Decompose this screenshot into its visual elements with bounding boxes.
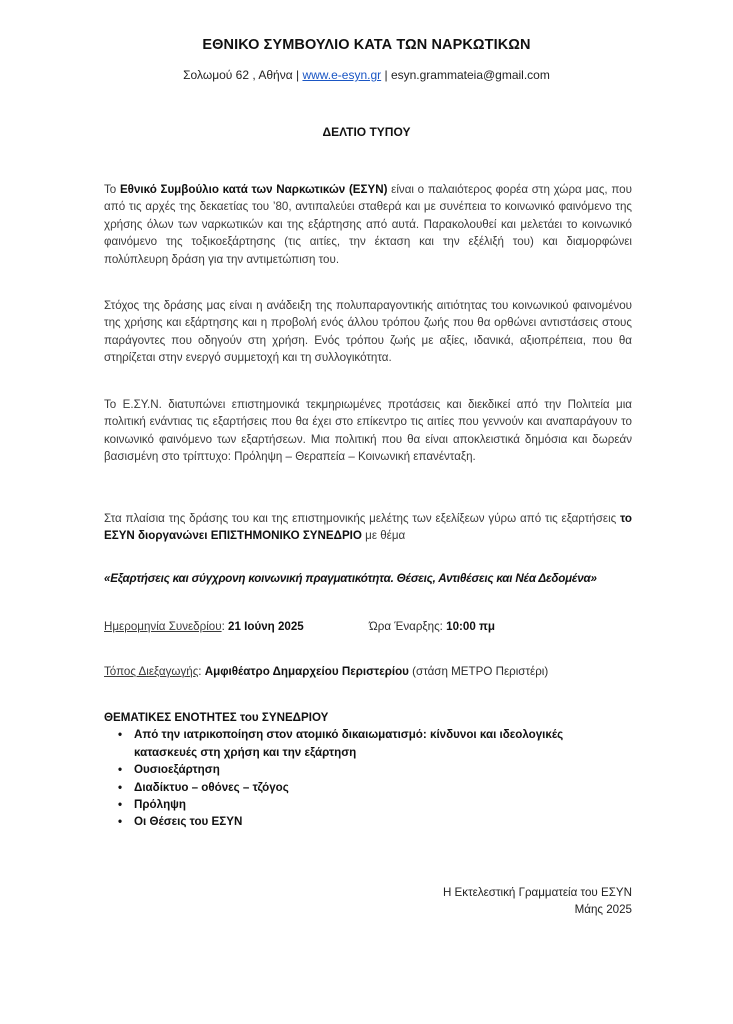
paragraph-conference-text: Στα πλαίσια της δράσης του και της επιστημονικής μελέτης των εξελίξεων γύρω από τις εξαρτήσεις: [104, 512, 621, 525]
paragraph-intro-pre: Το: [104, 183, 120, 196]
website-link[interactable]: www.e-esyn.gr: [302, 68, 382, 82]
paragraph-conference: [104, 510, 632, 545]
contact-line: [0, 67, 733, 84]
time-label: Ώρα Έναρξης:: [369, 620, 443, 633]
conference-theme: «Εξαρτήσεις και σύγχρονη κοινωνική πραγματικότητα. Θέσεις, Αντιθέσεις και Νέα Δεδομένα»: [104, 572, 597, 585]
place-value: Αμφιθέατρο Δημαρχείου Περιστερίου: [204, 665, 409, 678]
event-date-line: Ημερομηνία Συνεδρίου: 21 Ιούνη 2025 Ώρα Έναρξης: 10:00 πμ: [104, 618, 632, 635]
time-value: 10:00 πμ: [446, 620, 495, 633]
event-time: [369, 618, 495, 635]
place-label: Τόπος Διεξαγωγής: [104, 665, 199, 678]
paragraph-goal: Στόχος της δράσης μας είναι η ανάδειξη της πολυπαραγοντικής αιτιότητας του κοινωνικού φαινομένου της χρήσης και εξάρτησης και η προβολή ενός άλλου τρόπου ζωής που θα ορθώνει αντιστάσεις στους παράγοντες που οδηγούν στη χρήση. Ενός τρόπου ζωής με αξίες, ιδανικά, αξιοπρέπεια, που θα στηρίζεται στην ενεργό συμμετοχή και τη συλλογικότητα.: [104, 299, 632, 365]
address: Σολωμού 62 , Αθήνα |: [183, 68, 300, 82]
paragraph-conference-tail: με θέμα: [361, 529, 406, 543]
signature-block: [380, 884, 632, 919]
paragraph-intro: [104, 181, 632, 268]
date-label: Ημερομηνία Συνεδρίου: [104, 620, 222, 633]
signature-date: Μάης 2025: [574, 903, 632, 917]
signature-author: Η Εκτελεστική Γραμματεία του ΕΣΥΝ: [442, 886, 632, 899]
press-release-heading: ΔΕΛΤΙΟ ΤΥΠΟΥ: [322, 125, 411, 139]
paragraph-policy: Το Ε.ΣΥ.Ν. διατυπώνει επιστημονικά τεκμηριωμένες προτάσεις και διεκδικεί από την Πολιτεία μια πολιτική ενάντιας τις εξαρτήσεις που θα έχει στο επίκεντρο τις αιτίες που γεννούν και αναπαράγουν το κοινωνικό φαινόμενο των εξαρτήσεων. Μια πολιτική που θα είναι αποκλειστικά δημόσια και δωρεάν βασισμένη στο τρίπτυχο: Πρόληψη – Θεραπεία – Κοινωνική επανένταξη.: [104, 398, 632, 464]
topic-item: • Από την ιατρικοποίηση στον ατομικό δικαιωματισμό: κίνδυνοι και ιδεολογικές κατασκευές στη χρήση και την εξάρτηση: [134, 726, 614, 761]
event-place-line: Τόπος Διεξαγωγής: Αμφιθέατρο Δημαρχείου Περιστερίου (στάση ΜΕΤΡΟ Περιστέρι): [104, 665, 549, 678]
organization-name: Εθνικό Συμβούλιο κατά των Ναρκωτικών (ΕΣΥΝ): [119, 183, 388, 196]
topic-item: • Διαδίκτυο – οθόνες – τζόγος: [134, 779, 614, 796]
topic-item: • Οι Θέσεις του ΕΣΥΝ: [134, 813, 614, 830]
topics-title: ΘΕΜΑΤΙΚΕΣ ΕΝΟΤΗΤΕΣ του ΣΥΝΕΔΡΙΟΥ: [104, 711, 329, 724]
document-title: ΕΘΝΙΚΟ ΣΥΜΒΟΥΛΙΟ ΚΑΤΑ ΤΩΝ ΝΑΡΚΩΤΙΚΩΝ: [202, 37, 531, 53]
topic-item: • Πρόληψη: [134, 796, 614, 813]
topic-item: • Ουσιοεξάρτηση: [134, 761, 614, 778]
topic-list: [104, 726, 632, 830]
place-note: (στάση ΜΕΤΡΟ Περιστέρι): [412, 665, 549, 678]
date-value: 21 Ιούνη 2025: [228, 620, 304, 633]
email: | esyn.grammateia@gmail.com: [384, 68, 550, 82]
topics-section: [104, 709, 632, 831]
conference-announcement: το ΕΣΥΝ διοργανώνει ΕΠΙΣΤΗΜΟΝΙΚΟ ΣΥΝΕΔΡΙΟ: [104, 512, 632, 543]
paragraph-intro-text: είναι ο παλαιότερος φορέα στη χώρα μας, που από τις αρχές της δεκαετίας του ’80, αντιπαλεύει σταθερά και με συνέπεια το κοινωνικό φαινόμενο της χρήσης όλων των ναρκωτικών και της εξάρτησης από αυτά. Παρακολουθεί και μελετάει το κοινωνικό φαινόμενο της τοξικοεξάρτησης (τις αιτίες, την έκταση και την εξέλιξή του) και διαμορφώνει πολύπλευρη δράση για την αντιμετώπιση του.: [104, 183, 632, 266]
